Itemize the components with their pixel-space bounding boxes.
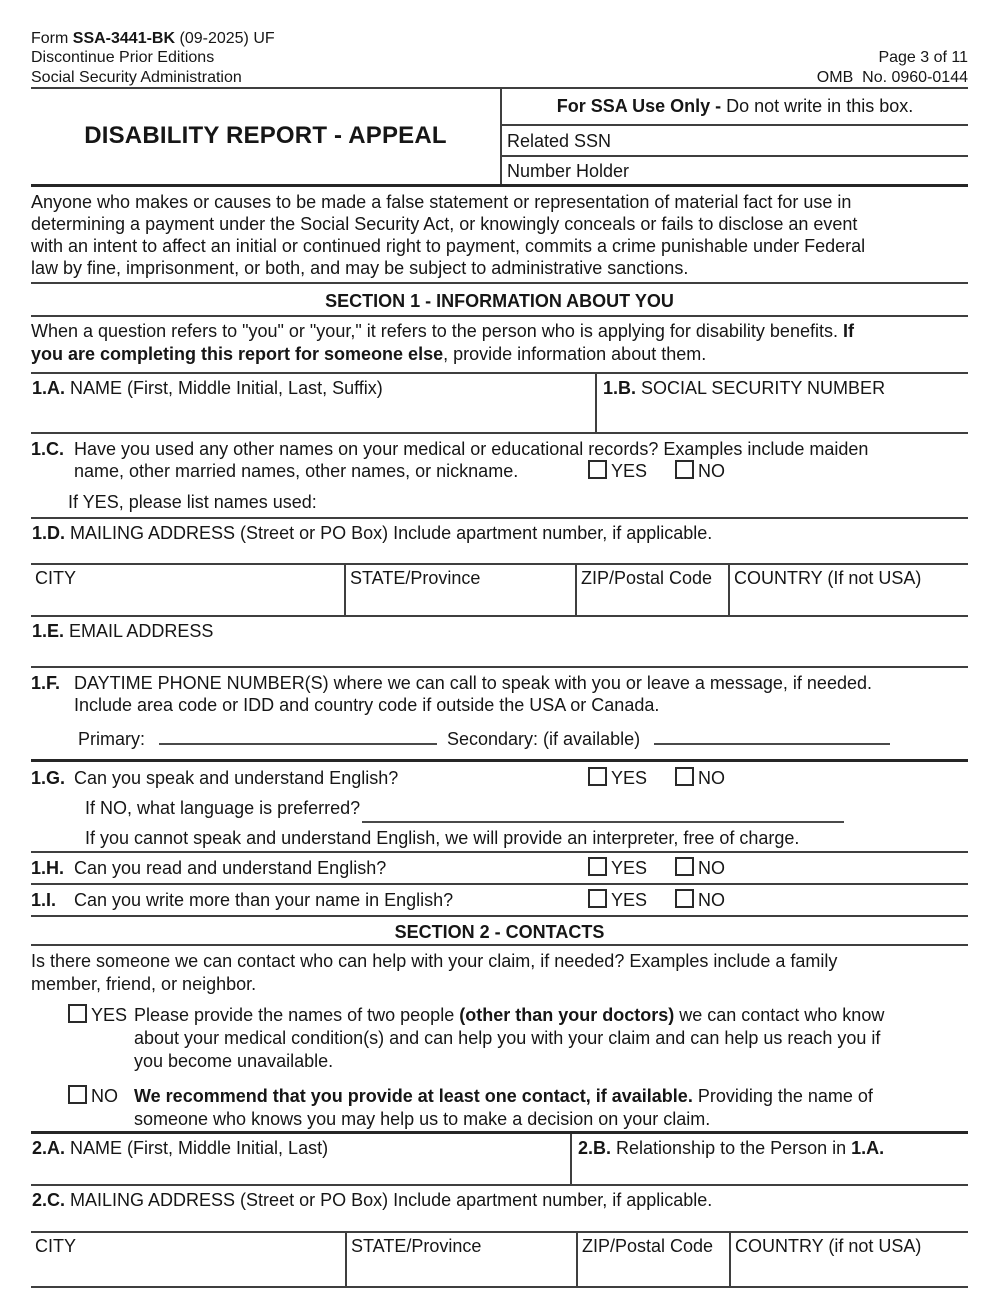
contact-yes-text: Please provide the names of two people (other than your doctors) we can contact who know about your medical condition(s) and can help you with your claim and can help us reach you if you become unavailable.: [134, 1004, 885, 1071]
q1c-yes-checkbox[interactable]: [588, 460, 607, 479]
ssa-use-only-row: [502, 89, 968, 124]
q1c-if-yes-field[interactable]: [31, 491, 968, 513]
legal-line: Anyone who makes or causes to be made a false statement or representation of material fact for use in: [31, 191, 852, 212]
contact-yes-label: YES: [91, 1004, 128, 1025]
q1c-number: 1.C.: [31, 438, 65, 459]
q1i-yes-checkbox[interactable]: [588, 889, 607, 908]
number-holder-label: Number Holder: [507, 160, 630, 181]
q1c-yes-no-group: [588, 460, 725, 482]
city-label: CITY: [35, 567, 77, 588]
q1c-line2: [31, 460, 968, 482]
q1i-text: Can you write more than your name in English?: [74, 889, 454, 910]
zip-label: ZIP/Postal Code: [582, 1235, 714, 1256]
q2b-label: Relationship to the Person in: [611, 1137, 852, 1158]
state-label: STATE/Province: [351, 1235, 482, 1256]
phone-inputs-row: [31, 725, 968, 750]
q1c-text: name, other married names, other names, or nickname.: [74, 460, 519, 481]
title-cell: [31, 89, 502, 184]
q1g-if-no-label: If NO, what language is preferred?: [85, 797, 361, 818]
q1f-number: 1.F.: [31, 672, 61, 693]
form-page: [31, 0, 968, 1288]
q1g-line1: [31, 767, 968, 789]
field-1b-ssn[interactable]: [597, 374, 968, 432]
q1i-no-checkbox[interactable]: [675, 889, 694, 908]
title-box: [31, 87, 968, 187]
no-checkbox-col: [31, 1085, 134, 1131]
ssa-use-only-label: For SSA Use Only -: [556, 96, 727, 117]
contact-no-label: NO: [91, 1085, 118, 1106]
q1i-no-label: NO: [698, 889, 726, 910]
ssa-use-only-box: [502, 89, 968, 184]
ssa-use-only-note: Do not write in this box.: [726, 96, 914, 117]
field-1e-email[interactable]: [31, 617, 968, 668]
q1g-text: Can you speak and understand English?: [74, 767, 399, 788]
q1f-text: DAYTIME PHONE NUMBER(S) where we can call to speak with you or leave a message, if needed.: [74, 672, 872, 693]
field-1d-mailing-address[interactable]: [31, 519, 968, 565]
page-number: Page 3 of 11: [878, 49, 968, 67]
page-header: [31, 0, 968, 87]
q2a-number: 2.A.: [32, 1137, 66, 1158]
q1f-line2: Include area code or IDD and country code if outside the USA or Canada.: [74, 694, 660, 715]
section2-intro: [31, 946, 968, 996]
omb-number: OMB No. 0960-0144: [816, 68, 968, 86]
q1h-yes-no-group: [588, 857, 725, 879]
state-label: STATE/Province: [350, 567, 481, 588]
form-word: Form: [31, 30, 73, 47]
address-row-1: [31, 565, 968, 617]
form-number: SSA-3441-BK: [72, 30, 176, 47]
q1g-no-checkbox[interactable]: [675, 767, 694, 786]
q1g-yes-label: YES: [611, 767, 648, 788]
section2-heading: SECTION 2 - CONTACTS: [31, 917, 968, 946]
q1h-no-label: NO: [698, 857, 726, 878]
field-2a-name[interactable]: [31, 1134, 572, 1184]
q2b-number: 2.B.: [578, 1137, 612, 1158]
q1b-number: 1.B.: [603, 377, 637, 398]
q1i-yes-no-group: [588, 889, 725, 911]
intro-line: you are completing this report for someone else, provide information about them.: [31, 343, 707, 364]
secondary-phone-label: Secondary: (if available): [447, 728, 641, 749]
zip-label: ZIP/Postal Code: [581, 567, 713, 588]
field-zip-2[interactable]: [578, 1233, 731, 1286]
q1c-text: Have you used any other names on your medical or educational records? Examples include maiden: [74, 438, 869, 459]
s2-intro-line: Is there someone we can contact who can help with your claim, if needed? Examples include a family: [31, 950, 838, 971]
q1h-yes-label: YES: [611, 857, 648, 878]
q1g-yes-no-group: [588, 767, 725, 789]
country-label: COUNTRY (if not USA): [735, 1235, 922, 1256]
agency-name: Social Security Administration: [31, 68, 242, 86]
field-zip[interactable]: [577, 565, 730, 615]
field-city[interactable]: [31, 565, 346, 615]
field-city-2[interactable]: [31, 1233, 347, 1286]
q1g-language-row: [31, 794, 968, 819]
q1h-yes-checkbox[interactable]: [588, 857, 607, 876]
header-right: [817, 29, 968, 87]
q2a-label: NAME (First, Middle Initial, Last): [65, 1137, 329, 1158]
related-ssn-field[interactable]: [502, 124, 968, 155]
country-label: COUNTRY (If not USA): [734, 567, 922, 588]
q1g-number: 1.G.: [31, 767, 66, 788]
intro-line: When a question refers to "you" or "your," it refers to the person who is applying for disability benefits. If: [31, 320, 854, 341]
q1h-text: Can you read and understand English?: [74, 857, 387, 878]
legal-line: with an intent to affect an initial or continued right to payment, commits a crime punishable under Federal: [31, 235, 866, 256]
number-holder-field[interactable]: [502, 155, 968, 184]
question-1g: [31, 762, 968, 853]
primary-phone-label: Primary:: [78, 728, 145, 749]
question-1i: [31, 885, 968, 917]
field-country-2[interactable]: [731, 1233, 968, 1286]
q1h-number: 1.H.: [31, 857, 65, 878]
field-2c-mailing-address[interactable]: [31, 1186, 968, 1233]
contact-no-option: [31, 1085, 968, 1131]
header-left: [31, 29, 275, 87]
q1c-no-checkbox[interactable]: [675, 460, 694, 479]
q1g-yes-checkbox[interactable]: [588, 767, 607, 786]
form-number-line: [31, 29, 275, 48]
q1c-yes-label: YES: [611, 460, 648, 481]
q1f-line1: [31, 672, 968, 694]
q1i-yes-label: YES: [611, 889, 648, 910]
q1d-number: 1.D.: [32, 522, 66, 543]
question-1c: [31, 434, 968, 519]
q2c-number: 2.C.: [32, 1189, 66, 1210]
field-state[interactable]: [346, 565, 577, 615]
discontinue-note: Discontinue Prior Editions: [31, 49, 215, 67]
yes-checkbox-col: [31, 1004, 134, 1073]
contact-yes-checkbox[interactable]: [68, 1004, 87, 1023]
section1-intro: [31, 317, 968, 374]
row-1a-1b: [31, 374, 968, 434]
address-row-2: [31, 1233, 968, 1288]
contact-no-text: We recommend that you provide at least one contact, if available. Providing the name of someone who knows you may help us to make a decision on your claim.: [134, 1085, 873, 1129]
q1e-number: 1.E.: [32, 620, 65, 641]
s2-intro-line: member, friend, or neighbor.: [31, 973, 257, 994]
q1c-if-yes-label: If YES, please list names used:: [68, 491, 317, 512]
language-input-line[interactable]: [362, 803, 844, 823]
city-label: CITY: [35, 1235, 77, 1256]
q1b-label: SOCIAL SECURITY NUMBER: [636, 377, 886, 398]
q1a-number: 1.A.: [32, 377, 66, 398]
q1h-no-checkbox[interactable]: [675, 857, 694, 876]
q1a-label: NAME (First, Middle Initial, Last, Suffix): [65, 377, 383, 398]
page-title: DISABILITY REPORT - APPEAL: [84, 122, 447, 150]
q1d-label: MAILING ADDRESS (Street or PO Box) Include apartment number, if applicable.: [65, 522, 713, 543]
related-ssn-label: Related SSN: [507, 130, 612, 151]
secondary-phone-input-line[interactable]: [654, 725, 890, 745]
q2b-ref-1a: 1.A.: [851, 1137, 885, 1158]
field-state-2[interactable]: [347, 1233, 578, 1286]
legal-line: law by fine, imprisonment, or both, and may be subject to administrative sanctions.: [31, 257, 689, 278]
legal-line: determining a payment under the Social Security Act, or knowingly conceals or fails to disclose an event: [31, 213, 858, 234]
q1g-no-label: NO: [698, 767, 726, 788]
field-2b-relationship[interactable]: [572, 1134, 968, 1184]
row-2a-2b: [31, 1131, 968, 1186]
contact-no-checkbox[interactable]: [68, 1085, 87, 1104]
question-1f: [31, 668, 968, 762]
q1c-no-label: NO: [698, 460, 726, 481]
q1c-line1: [31, 438, 968, 460]
q1e-label: EMAIL ADDRESS: [64, 620, 214, 641]
contact-yes-option: [31, 1004, 968, 1073]
section1-heading: SECTION 1 - INFORMATION ABOUT YOU: [31, 284, 968, 317]
field-1a-name[interactable]: [31, 374, 597, 432]
q1g-interpreter-note: If you cannot speak and understand English, we will provide an interpreter, free of charge.: [85, 827, 800, 848]
form-edition: (09-2025) UF: [175, 30, 275, 47]
q2c-label: MAILING ADDRESS (Street or PO Box) Include apartment number, if applicable.: [65, 1189, 713, 1210]
question-1h: [31, 853, 968, 885]
q1i-number: 1.I.: [31, 889, 57, 910]
field-country[interactable]: [730, 565, 968, 615]
legal-notice: [31, 187, 968, 284]
primary-phone-input-line[interactable]: [159, 725, 437, 745]
